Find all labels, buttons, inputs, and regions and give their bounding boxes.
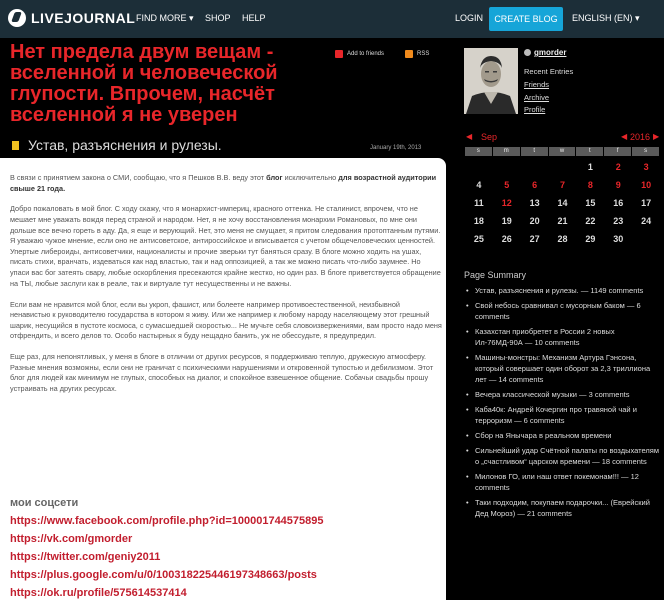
calendar-day-with-posts[interactable]: 8: [587, 180, 593, 190]
calendar-day: 14: [557, 198, 568, 208]
recent-entries-link[interactable]: Recent Entries: [524, 67, 574, 76]
username-link[interactable]: [524, 48, 566, 57]
calendar-day: [493, 158, 521, 176]
post-date: January 19th, 2013: [370, 145, 422, 151]
summary-item[interactable]: • Машины-монстры: Механизм Артура Гэнсона, который совершает один оборот за 2,3 триллиона лет — 14 comments: [464, 352, 662, 385]
text-run: В связи с принятием закона о СМИ, сообщаю, что я Пешков В.В. веду этот: [10, 173, 267, 182]
nav-help[interactable]: HELP: [242, 13, 266, 23]
user-avatar[interactable]: [464, 48, 518, 114]
prev-year-icon[interactable]: ◀: [621, 132, 628, 141]
summary-item[interactable]: • Устав, разъяснения и рулезы. — 1149 comments: [464, 285, 662, 296]
weekday-label: w: [549, 147, 576, 156]
calendar-day-with-posts[interactable]: 6: [532, 180, 538, 190]
add-to-friends-label: Add to friends: [347, 51, 385, 57]
rss-icon: [405, 50, 413, 58]
journal-title: Нет предела двум вещам - вселенной и человеческой глупости. Впрочем, насчёт вселенной я не уверен: [10, 41, 278, 126]
weekday-label: t: [521, 147, 548, 156]
ok-link[interactable]: https://ok.ru/profile/575614537414: [10, 587, 187, 599]
bold-text: для возрастной аудитории свыше 21 года.: [10, 173, 437, 193]
next-year-icon[interactable]: ▶: [653, 132, 660, 141]
calendar-day: [465, 158, 493, 176]
summary-item[interactable]: • Казахстан приобретет в России 2 новых Ил-76МД-90А — 10 comments: [464, 326, 662, 348]
summary-item[interactable]: • Сбор на Янычара в реальном времени: [464, 430, 662, 441]
post-paragraph: Если вам не нравится мой блог, если вы укроп, фашист, или болеете например противоестественной, неизбывной ненавистью к руководителю государства в котором я живу. Или же например к любому народу населяющему этот грешный шарик, несущийся в пустоте космоса, с сумасшедшей скоростью... Не мучьте себя словоизвержениями, вам просто надо меня отфрендить, и всего делов то. Особо настырных я буду нещадно банить, уж не обессудьте, я предупредил.: [10, 299, 442, 341]
portrait-image: [464, 48, 518, 114]
calendar-day-with-posts[interactable]: 7: [559, 180, 565, 190]
top-nav-bar: [0, 0, 664, 38]
summary-item[interactable]: • Каба40к: Андрей Кочергин про травяной чай и терроризм — 6 comments: [464, 404, 662, 426]
calendar-day: 15: [585, 198, 596, 208]
calendar-day: 13: [529, 198, 540, 208]
prev-month-icon[interactable]: ◀: [466, 132, 473, 141]
calendar-day-with-posts[interactable]: 3: [643, 162, 649, 172]
calendar-day: 21: [557, 216, 568, 226]
livejournal-logo[interactable]: [8, 9, 135, 27]
calendar-day: 30: [613, 234, 624, 244]
calendar-day: 23: [613, 216, 624, 226]
summary-item[interactable]: • Сильнейший удар Счётной палаты по воздыхателям о „счастливом“ царском времени — 18 comments: [464, 445, 662, 467]
calendar-year: 2016: [630, 132, 651, 142]
user-icon: [524, 49, 531, 56]
post-paragraph: [10, 173, 442, 194]
rss-label: RSS: [417, 51, 430, 57]
post-body: [10, 173, 442, 405]
pencil-logo-icon: [8, 9, 26, 27]
twitter-link[interactable]: https://twitter.com/geniy2011: [10, 551, 161, 563]
calendar-day: 24: [641, 216, 652, 226]
calendar-day-with-posts[interactable]: 10: [641, 180, 652, 190]
post-paragraph: Еще раз, для непонятливых, у меня в блоге в отличии от других ресурсов, я поддерживаю теплую, дружескую атмосферу. Разные мнения возможны, если они не граничат с психическими нарушениями и откровенной тупостью и дебилизмом. Этот блог для людей как минимум не глупых, способных на диалог, и спокойное взвешенное общение. Собачьи свадьбы прошу устраивать на других ресурсах.: [10, 352, 434, 393]
nav-find-more[interactable]: FIND MORE ▾: [136, 13, 194, 23]
calendar-day: [521, 158, 549, 176]
weekday-label: s: [465, 147, 492, 156]
calendar-day: 20: [529, 216, 540, 226]
create-blog-button[interactable]: CREATE BLOG: [489, 7, 563, 31]
vk-link[interactable]: https://vk.com/gmorder: [10, 533, 133, 545]
language-selector[interactable]: ENGLISH (EN) ▾: [572, 13, 640, 23]
calendar-month: Sep: [481, 132, 498, 142]
archive-link[interactable]: Archive: [524, 93, 550, 102]
google-plus-link[interactable]: https://plus.google.com/u/0/100318225446197348663/posts: [10, 569, 317, 581]
bold-text: блог: [266, 173, 283, 182]
calendar-day: 19: [501, 216, 512, 226]
calendar-day-with-posts[interactable]: 12: [501, 198, 512, 208]
logo-text: LIVEJOURNAL: [31, 10, 136, 26]
post-paragraph: Добро пожаловать в мой блог. С ходу скажу, что я монархист-империц, красного оттенка. Не сталинист, впрочем, что не мешает мне уважать вождя перед страной и народом. Нет, я не хочу восстановления монархии Романовых, по мне они дольше все вечно гореть в аду. Да, я еще и верующий. Нет, это меня не смущает, я притом следования протоптанным путями. Я уважаю чужое мнение, если оно не антисоветское, антироссийское и вписывается с учетом общечеловеческих ценностей. Упертые либероиды, антисоветчики, националисты и прочие зверьки тут баняться сразу. В блоге можно ходить на ушах, писать стихи, вранчать, издеваться как над властью, так и над оппозицией, а так же можно писать что-либо заумнее. Но упаси вас бог затеять свару, любые оскорбления пресекаются крайне жестко, но один раз. В блоге приветствуется обращение на ТЫ, любые заслуги как в реале, так и виртуале тут несущественны и не важны.: [10, 204, 441, 288]
facebook-link[interactable]: https://www.facebook.com/profile.php?id=100001744575895: [10, 515, 324, 527]
weekday-label: f: [604, 147, 631, 156]
calendar-day: 27: [529, 234, 540, 244]
calendar-day: [632, 230, 660, 248]
calendar-day: 22: [585, 216, 596, 226]
calendar-day: 18: [473, 216, 484, 226]
calendar-day: [549, 158, 577, 176]
friends-link[interactable]: Friends: [524, 80, 550, 89]
calendar-day: 26: [501, 234, 512, 244]
nav-shop[interactable]: SHOP: [205, 13, 231, 23]
summary-item[interactable]: • Милонов ГО, или наш ответ покемонам!!! — 12 comments: [464, 471, 662, 493]
calendar-day: 28: [557, 234, 568, 244]
calendar-weekday-header: [465, 147, 660, 156]
post-title[interactable]: Устав, разъяснения и рулезы.: [28, 137, 222, 153]
rss-link[interactable]: [405, 50, 429, 58]
page-summary-list: [464, 285, 662, 523]
nav-login[interactable]: LOGIN: [455, 13, 484, 23]
calendar-day: 1: [587, 162, 593, 172]
text-run: исключительно: [282, 173, 339, 182]
username: gmorder: [534, 48, 567, 57]
summary-item[interactable]: • Таки подходим, покупаем подарочки... (Еврейский Дед Мороз) — 21 comments: [464, 497, 662, 519]
page-summary-title: Page Summary: [464, 270, 527, 280]
social-heading: мои соцсети: [10, 497, 79, 509]
calendar-day: 29: [585, 234, 596, 244]
calendar-day: 17: [641, 198, 652, 208]
add-friend-icon: [335, 50, 343, 58]
summary-item[interactable]: • Вечера классической музыки — 3 comments: [464, 389, 662, 400]
calendar-day: 16: [613, 198, 624, 208]
weekday-label: t: [576, 147, 603, 156]
add-to-friends-link[interactable]: [335, 50, 384, 58]
profile-link[interactable]: Profile: [524, 105, 546, 114]
calendar-grid: [465, 158, 660, 248]
calendar-day: 4: [476, 180, 482, 190]
calendar-day-with-posts[interactable]: 9: [615, 180, 621, 190]
calendar-day: 11: [474, 198, 484, 208]
calendar-day-with-posts[interactable]: 5: [504, 180, 510, 190]
calendar-day-with-posts[interactable]: 2: [615, 162, 621, 172]
summary-item[interactable]: • Свой небось сравнивал с мусорным баком — 6 comments: [464, 300, 662, 322]
post-bullet-icon: [12, 141, 19, 150]
weekday-label: s: [632, 147, 659, 156]
calendar-day: 25: [473, 234, 484, 244]
weekday-label: m: [493, 147, 520, 156]
